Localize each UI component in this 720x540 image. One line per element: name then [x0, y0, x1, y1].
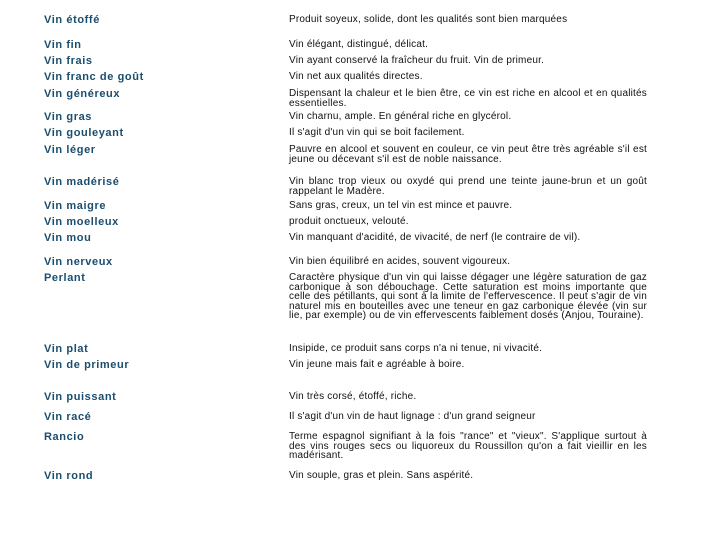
- glossary-term: Vin plat: [44, 343, 89, 355]
- glossary-term: Rancio: [44, 431, 85, 443]
- glossary-definition: Vin souple, gras et plein. Sans aspérité.: [289, 470, 474, 481]
- glossary-definition: Terme espagnol signifiant à la fois "rance" et "vieux". S'applique surtout à des vins rouges secs ou liquoreux du Roussillon qu'on a fait vieillir en les madérisant.: [289, 431, 647, 462]
- glossary-definition: Vin élégant, distingué, délicat.: [289, 39, 429, 50]
- glossary-term: Vin étoffé: [44, 14, 100, 26]
- glossary-term: Vin gras: [44, 111, 93, 123]
- glossary-term: Vin nerveux: [44, 256, 113, 268]
- glossary-definition: Sans gras, creux, un tel vin est mince et pauvre.: [289, 200, 513, 211]
- glossary-definition: Vin net aux qualités directes.: [289, 71, 423, 82]
- glossary-term: Vin léger: [44, 144, 96, 156]
- glossary-term: Vin moelleux: [44, 216, 119, 228]
- glossary-term: Perlant: [44, 272, 86, 284]
- glossary-definition: produit onctueux, velouté.: [289, 216, 409, 227]
- glossary-term: Vin maigre: [44, 200, 107, 212]
- glossary-definition: Produit soyeux, solide, dont les qualités sont bien marquées: [289, 14, 568, 25]
- glossary-term: Vin rond: [44, 470, 94, 482]
- glossary-definition: Vin ayant conservé la fraîcheur du fruit. Vin de primeur.: [289, 55, 545, 66]
- glossary-definition: Vin manquant d'acidité, de vivacité, de nerf (le contraire de vil).: [289, 232, 581, 243]
- glossary-definition: Insipide, ce produit sans corps n'a ni tenue, ni vivacité.: [289, 343, 543, 354]
- glossary-term: Vin puissant: [44, 391, 117, 403]
- glossary-term: Vin racé: [44, 411, 92, 423]
- glossary-term: Vin généreux: [44, 88, 121, 100]
- glossary-definition: Pauvre en alcool et souvent en couleur, ce vin peut être très agréable s'il est jeune ou décevant s'il est de noble naissance.: [289, 144, 647, 165]
- glossary-term: Vin frais: [44, 55, 93, 67]
- glossary-definition: Caractère physique d'un vin qui laisse dégager une légère saturation de gaz carbonique à son débouchage. Cette saturation est moins importante que celle des pétillants, qui sont à la limite de l'effervescence. Il peut s'agir de vin naturel mis en bouteilles avec une teneur en gaz carbonique élevée (vin sur lie, par exemple) ou de vin effervescents faiblement dosés (Anjou, Touraine).: [289, 272, 647, 322]
- glossary-definition: Il s'agit d'un vin qui se boit facilement.: [289, 127, 465, 138]
- glossary-definition: Vin bien équilibré en acides, souvent vigoureux.: [289, 256, 511, 267]
- glossary-term: Vin madérisé: [44, 176, 120, 188]
- glossary-term: Vin de primeur: [44, 359, 130, 371]
- glossary-definition: Dispensant la chaleur et le bien être, ce vin est riche en alcool et en qualités essentielles.: [289, 88, 647, 109]
- glossary-definition: Vin jeune mais fait e agréable à boire.: [289, 359, 465, 370]
- glossary-term: Vin franc de goût: [44, 71, 144, 83]
- glossary-term: Vin fin: [44, 39, 82, 51]
- glossary-definition: Vin très corsé, étoffé, riche.: [289, 391, 417, 402]
- glossary-definition: Vin blanc trop vieux ou oxydé qui prend une teinte jaune-brun et un goût rappelant le Madère.: [289, 176, 647, 197]
- glossary-term: Vin gouleyant: [44, 127, 124, 139]
- glossary-definition: Vin charnu, ample. En général riche en glycérol.: [289, 111, 512, 122]
- glossary-definition: Il s'agit d'un vin de haut lignage : d'un grand seigneur: [289, 411, 536, 422]
- glossary-term: Vin mou: [44, 232, 92, 244]
